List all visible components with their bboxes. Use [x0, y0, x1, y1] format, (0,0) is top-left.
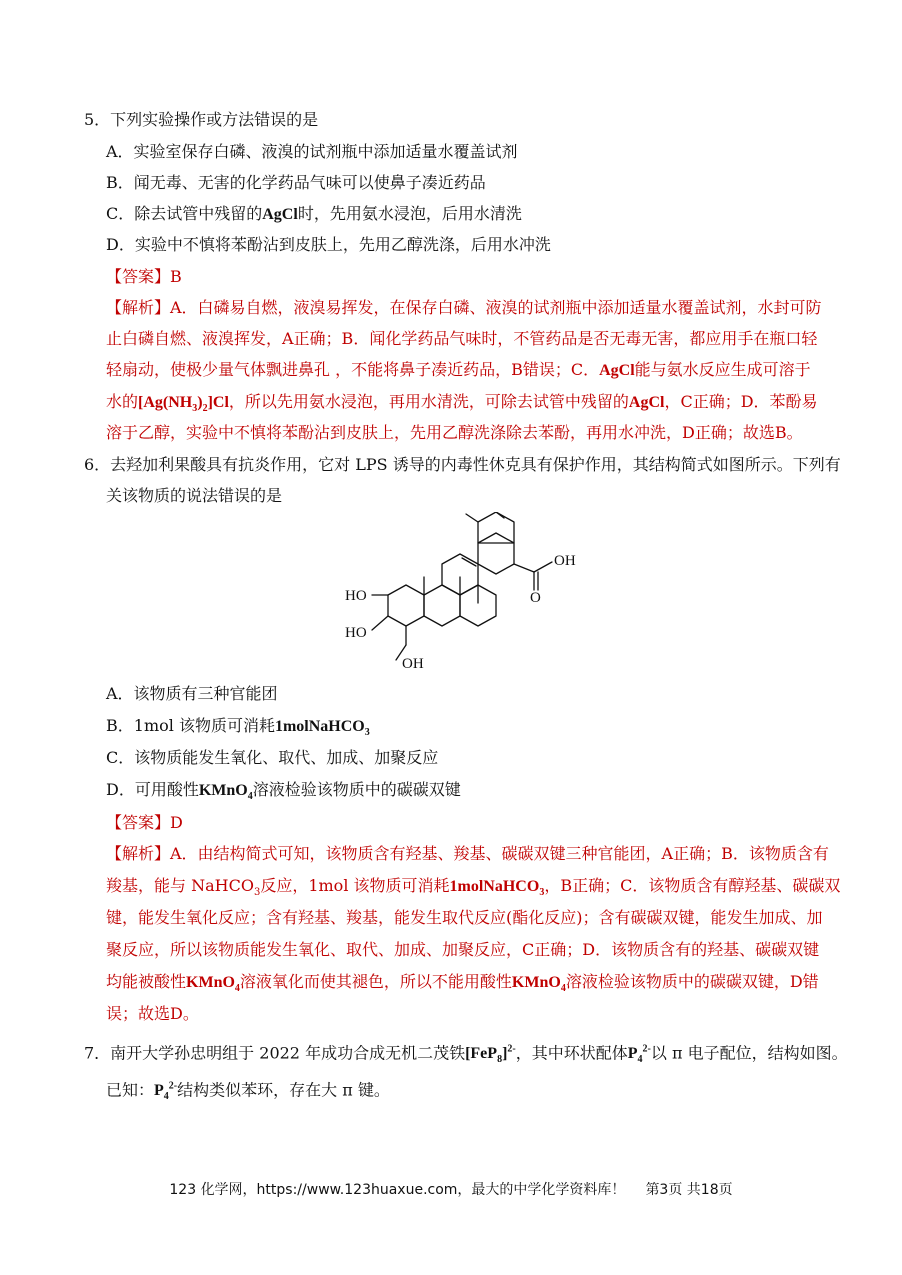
q5-explanation-1: 【解析】A．白磷易自燃，液溴易挥发，在保存白磷、液溴的试剂瓶中添加适量水覆盖试剂，水封可防 [106, 298, 822, 317]
q6-exp2-subscript: 3 [253, 887, 261, 899]
q5-stem: 5．下列实验操作或方法错误的是 [84, 110, 319, 129]
q5-explanation-2: 止白磷自燃、液溴挥发，A正确；B．闻化学药品气味时，不管药品是否无毒无害，都应用手在瓶口轻 [106, 329, 818, 348]
label-oh-bottom: OH [402, 656, 424, 672]
q5-option-b: B．闻无毒、无害的化学药品气味可以使鼻子凑近药品 [106, 173, 486, 192]
q6-b-text: B．1mol 该物质可消耗 [106, 716, 275, 735]
q6-explanation-1: 【解析】A．由结构简式可知，该物质含有羟基、羧基、碳碳双键三种官能团，A正确；B．该物质含有 [106, 844, 829, 863]
q5-exp4-complex-formula: $[Ag(NH_3)_2]Cl$ [138, 394, 229, 415]
q5-exp3-text: 轻扇动，使极少量气体飘进鼻孔 ，不能将鼻子凑近药品，B错误；C． [106, 360, 600, 379]
q5-option-c [106, 204, 522, 225]
q6-answer: 【答案】D [106, 813, 183, 832]
q5-option-d: D．实验中不慎将苯酚沾到皮肤上，先用乙醇洗涤，后用水冲洗 [106, 235, 551, 254]
q5-exp3-formula: AgCl [599, 362, 635, 379]
q6-exp5-text-end: 溶液检验该物质中的碳碳双键，D错 [565, 972, 819, 991]
q5-explanation-5: 溶于乙醇，实验中不慎将苯酚沾到皮肤上，先用乙醇洗涤除去苯酚，再用水冲洗，D正确；故选B。 [106, 423, 803, 442]
q5-c-text: C．除去试管中残留的 [106, 204, 263, 223]
q6-exp5-formula: KMnO$_4$ [186, 974, 240, 995]
q6-d-text-end: 溶液检验该物质中的碳碳双键 [252, 780, 461, 799]
q5-exp4-formula-2: AgCl [628, 394, 665, 411]
label-oh-carboxyl: OH [554, 553, 576, 569]
q6-option-d [106, 780, 461, 807]
q6-explanation-4: 聚反应，所以该物质能发生氧化、取代、加成、加聚反应，C正确；D．该物质含有的羟基、碳碳双键 [106, 940, 820, 959]
q7-given-label: 已知： [106, 1080, 155, 1100]
q6-exp2-text-end: ，B正确；C．该物质含有醇羟基、碳碳双 [544, 876, 841, 895]
q5-exp3-text-end: 能与氨水反应生成可溶于 [634, 360, 811, 379]
q5-option-a: A．实验室保存白磷、液溴的试剂瓶中添加适量水覆盖试剂 [106, 142, 518, 161]
q7-line-1 [84, 1040, 848, 1071]
q7-ligand-formula-2: $P_4^{2-}$ [154, 1081, 178, 1103]
q6-stem-1: 6．去羟加利果酸具有抗炎作用，它对 LPS 诱导的内毒性休克具有保护作用，其结构简式如图所示。下列有 [84, 455, 841, 474]
q6-exp5-text: 均能被酸性 [106, 972, 187, 991]
q7-text: 7．南开大学孙忠明组于 2022 年成功合成无机二茂铁 [84, 1043, 466, 1063]
q6-option-b [106, 716, 370, 743]
q6-d-formula: KMnO$_4$ [198, 782, 253, 803]
q5-explanation-4 [106, 392, 818, 419]
q7-text-end: 以 π 电子配位，结构如图。 [650, 1043, 848, 1063]
molecule-structure-diagram [330, 512, 590, 677]
q6-exp5-formula-2: KMnO$_4$ [511, 974, 566, 995]
footer-page-number: 第3页 共18页 [645, 1182, 733, 1198]
q5-c-text-end: 时，先用氨水浸泡，后用水清洗 [297, 204, 522, 223]
q6-explanation-2 [106, 876, 840, 903]
q6-explanation-6: 误；故选D。 [106, 1004, 199, 1023]
q7-line-2 [106, 1077, 390, 1108]
q6-exp5-text-mid: 溶液氧化而使其褪色，所以不能用酸性 [239, 972, 512, 991]
q6-explanation-5 [106, 972, 819, 999]
q6-explanation-3: 键，能发生氧化反应；含有羟基、羧基，能发生取代反应(酯化反应)；含有碳碳双键，能发生加成、加 [106, 908, 823, 927]
page-footer [0, 1181, 902, 1199]
q5-explanation-3 [106, 360, 811, 381]
q5-c-formula: AgCl [262, 206, 298, 223]
label-o-carbonyl: O [530, 590, 541, 606]
q6-exp2-text: 羧基，能与 NaHCO [106, 876, 254, 895]
footer-site-text: 123 化学网，https://www.123huaxue.com，最大的中学化学资料库！ [169, 1182, 626, 1198]
q7-given-text: 结构类似苯环，存在大 π 键。 [177, 1080, 390, 1100]
q7-text-mid: ，其中环状配体 [515, 1043, 628, 1063]
q6-stem-2: 关该物质的说法错误的是 [106, 486, 283, 505]
q5-exp4-text-end: ，C正确；D．苯酚易 [664, 392, 818, 411]
q6-option-c: C．该物质能发生氧化、取代、加成、加聚反应 [106, 748, 439, 767]
q6-exp2-text-mid: 反应，1mol 该物质可消耗 [260, 876, 450, 895]
q5-exp4-text-mid: ，所以先用氨水浸泡，再用水清洗，可除去试管中残留的 [228, 392, 629, 411]
q7-ferrocene-formula: $[FeP_8]^{2-}$ [465, 1044, 516, 1066]
q7-ligand-formula: $P_4^{2-}$ [627, 1044, 651, 1066]
q6-b-formula: 1molNaHCO$_3$ [274, 718, 370, 739]
q6-exp2-formula: 1molNaHCO$_3$ [449, 878, 545, 899]
label-ho-upper: HO [345, 588, 367, 604]
label-ho-lower: HO [345, 625, 367, 641]
q5-exp4-text: 水的 [106, 392, 139, 411]
q6-d-text: D．可用酸性 [106, 780, 199, 799]
q5-answer: 【答案】B [106, 267, 182, 286]
q6-option-a: A．该物质有三种官能团 [106, 684, 278, 703]
